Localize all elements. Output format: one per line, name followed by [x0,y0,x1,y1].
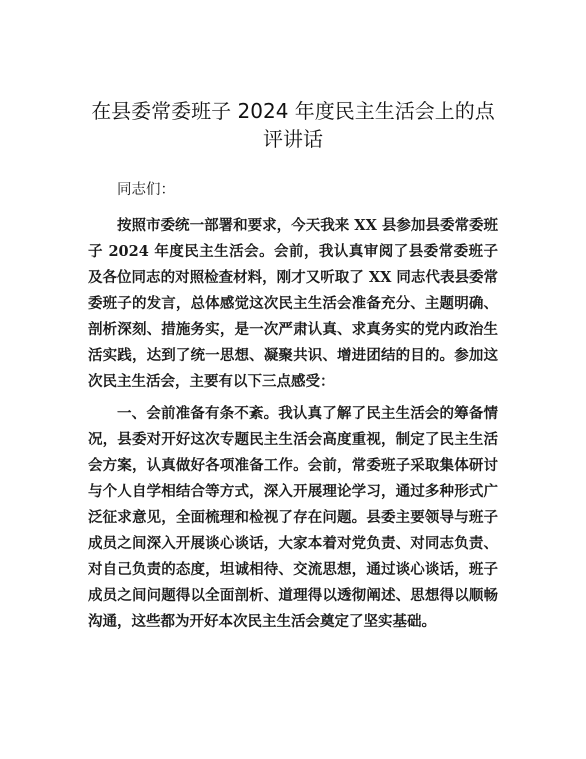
paragraph-point-one: 一、会前准备有条不紊。我认真了解了民主生活会的筹备情况，县委对开好这次专题民主生活会高度重视，制定了民主生活会方案，认真做好各项准备工作。会前，常委班子采取集体研讨与个人自学相结合等方式，深入开展理论学习，通过多种形式广泛征求意见，全面梳理和检视了存在问题。县委主要领导与班子成员之间深入开展谈心谈话，大家本着对党负责、对同志负责、对自己负责的态度，坦诚相待、交流思想，通过谈心谈话，班子成员之间问题得以全面剖析、道理得以透彻阐述、思想得以顺畅沟通，这些都为开好本次民主生活会奠定了坚实基础。 [88,405,498,630]
paragraph-intro: 按照市委统一部署和要求，今天我来 XX 县参加县委常委班子 2024 年度民主生活会。会前，我认真审阅了县委常委班子及各位同志的对照检查材料，刚才又听取了 XX 同志代表县委常委班子的发言，总体感觉这次民主生活会准备充分、主题明确、剖析深刻、措施务实，是一次严肃认真、求真务实的党内政治生活实践，达到了统一思想、凝聚共识、增进团结的目的。参加这次民主生活会，主要有以下三点感受： [88,217,498,390]
salutation: 同志们： [117,182,175,198]
document-title: 在县委常委班子 2024 年度民主生活会上的点评讲话 [91,99,495,151]
